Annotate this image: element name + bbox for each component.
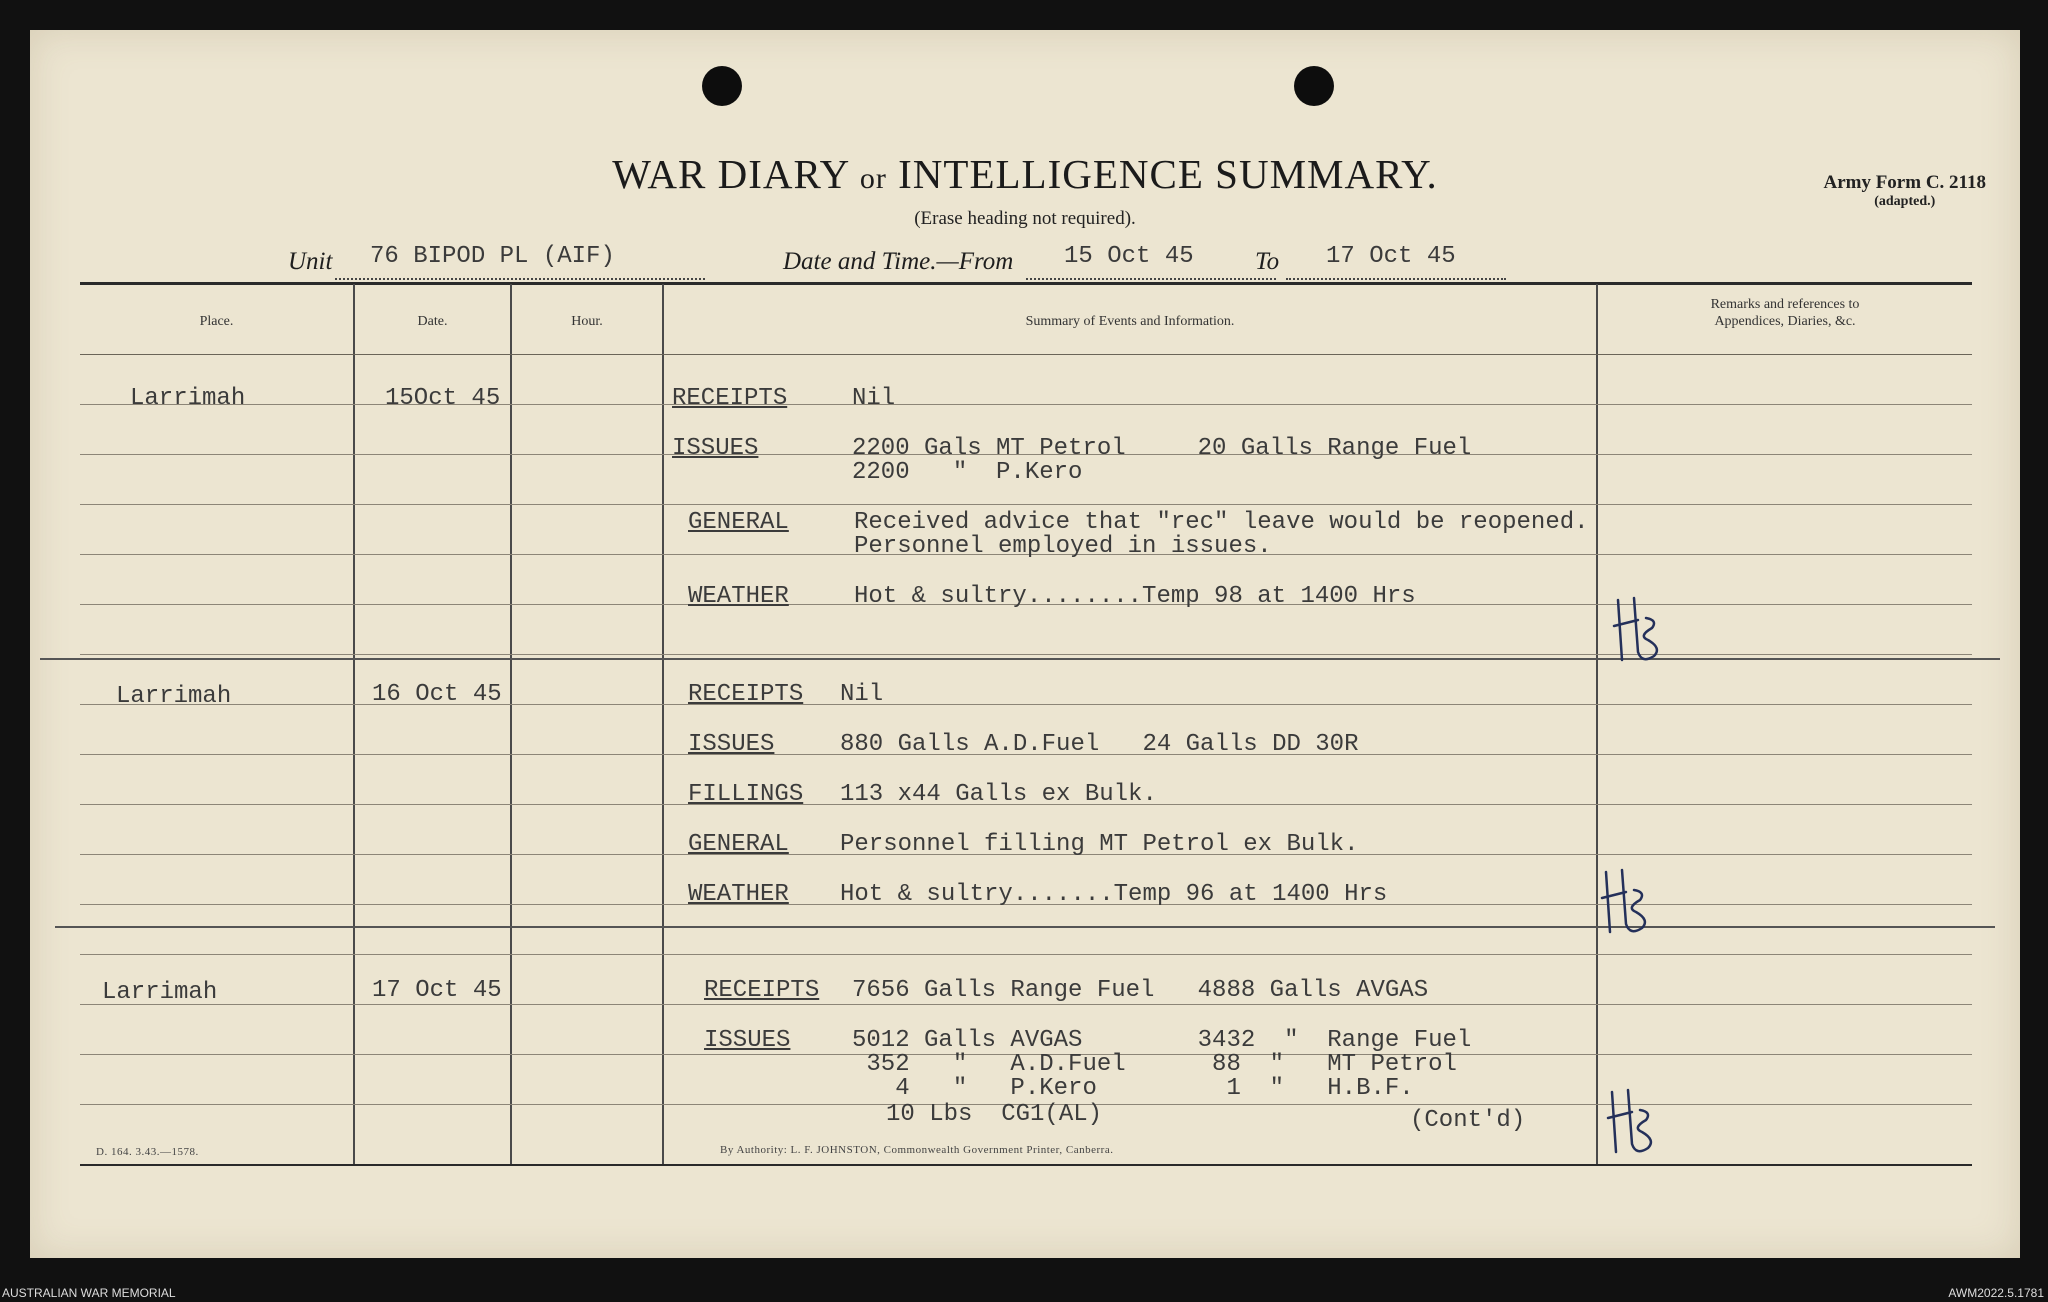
diary-page [30, 30, 2020, 1258]
entry-text: 7656 Galls Range Fuel 4888 Galls AVGAS [852, 977, 1429, 1004]
entry-text: 10 Lbs CG1(AL) [886, 1101, 1103, 1128]
ruled-line [80, 1004, 1972, 1005]
header-bottom-rule [80, 354, 1972, 355]
col-header-remarks [1598, 296, 1972, 330]
continued-note: (Cont'd) [1410, 1107, 1526, 1134]
entry-place: Larrimah [130, 385, 246, 412]
army-form-note: (adapted.) [1874, 194, 1936, 209]
date-from-value: 15 Oct 45 [1064, 243, 1194, 270]
entry-date: 15Oct 45 [385, 385, 501, 412]
entry-separator [55, 926, 1995, 928]
entry-label-fillings: FILLINGS [688, 781, 804, 808]
col-header-place: Place. [199, 314, 234, 329]
table-top-rule [80, 282, 1972, 285]
entry-text: Nil [852, 385, 896, 412]
archive-credit: AUSTRALIAN WAR MEMORIAL [2, 1286, 176, 1300]
entry-text: Received advice that "rec" leave would be reopened. [854, 509, 1589, 536]
ruled-line [80, 654, 1972, 655]
unit-value: 76 BIPOD PL (AIF) [370, 243, 615, 270]
page-subtitle: (Erase heading not required). [914, 208, 1136, 229]
archive-reference: AWM2022.5.1781 [1948, 1286, 2044, 1300]
entry-place: Larrimah [102, 979, 218, 1006]
entry-label-receipts: RECEIPTS [672, 385, 788, 412]
col-header-remarks-line2: Appendices, Diaries, &c. [1714, 314, 1856, 329]
entry-place: Larrimah [116, 683, 232, 710]
ruled-line [80, 954, 1972, 955]
entry-text: Hot & sultry.......Temp 96 at 1400 Hrs [840, 881, 1388, 908]
form-code: D. 164. 3.43.—1578. [96, 1146, 199, 1158]
entry-date: 16 Oct 45 [372, 681, 502, 708]
title-or: or [859, 162, 887, 195]
date-to-value: 17 Oct 45 [1326, 243, 1456, 270]
entry-label-receipts: RECEIPTS [688, 681, 804, 708]
handwritten-initials-3 [1602, 1082, 1662, 1162]
printer-credit: By Authority: L. F. JOHNSTON, Commonwealth Government Printer, Canberra. [720, 1144, 1114, 1156]
entry-text: 4 " P.Kero 1 " H.B.F. [852, 1075, 1414, 1102]
entry-label-general: GENERAL [688, 509, 789, 536]
ruled-line [80, 504, 1972, 505]
title-main: WAR DIARY [612, 151, 849, 197]
entry-label-issues: ISSUES [688, 731, 775, 758]
col-header-date: Date. [417, 314, 448, 329]
entry-text: 880 Galls A.D.Fuel 24 Galls DD 30R [840, 731, 1359, 758]
entry-text: Nil [840, 681, 884, 708]
col-divider-4 [1596, 284, 1598, 1164]
entry-text: Personnel filling MT Petrol ex Bulk. [840, 831, 1359, 858]
title-sub: INTELLIGENCE SUMMARY. [898, 151, 1438, 197]
col-header-remarks-line1: Remarks and references to [1710, 297, 1860, 312]
entry-text: Personnel employed in issues. [854, 533, 1272, 560]
unit-label: Unit [288, 248, 333, 275]
entry-label-issues: ISSUES [672, 435, 759, 462]
entry-text: 2200 Gals MT Petrol 20 Galls Range Fuel [852, 435, 1472, 462]
entry-text: 5012 Galls AVGAS 3432 " Range Fuel [852, 1027, 1472, 1054]
punch-hole-right [1294, 66, 1334, 106]
entry-date: 17 Oct 45 [372, 977, 502, 1004]
to-label: To [1255, 248, 1280, 275]
col-header-hour: Hour. [571, 314, 603, 329]
entry-separator [40, 658, 2000, 660]
col-divider-3 [662, 284, 664, 1164]
entry-label-weather: WEATHER [688, 583, 789, 610]
army-form-block [1823, 172, 1986, 210]
entry-text: Hot & sultry........Temp 98 at 1400 Hrs [854, 583, 1416, 610]
army-form: Army Form C. 2118 [1823, 172, 1986, 193]
entry-label-receipts: RECEIPTS [704, 977, 820, 1004]
col-divider-1 [353, 284, 355, 1164]
entry-text: 113 x44 Galls ex Bulk. [840, 781, 1157, 808]
date-time-label: Date and Time.—From [783, 248, 1014, 275]
col-divider-2 [510, 284, 512, 1164]
entry-text: 352 " A.D.Fuel 88 " MT Petrol [852, 1051, 1457, 1078]
entry-text: 2200 " P.Kero [852, 459, 1083, 486]
handwritten-initials-2 [1596, 862, 1656, 942]
handwritten-initials-1 [1608, 590, 1668, 670]
ruled-line [80, 704, 1972, 705]
entry-label-issues: ISSUES [704, 1027, 791, 1054]
page-title [30, 150, 2020, 198]
entry-label-general: GENERAL [688, 831, 789, 858]
punch-hole-left [702, 66, 742, 106]
col-header-summary: Summary of Events and Information. [1025, 314, 1235, 329]
ruled-line [80, 404, 1972, 405]
entry-label-weather: WEATHER [688, 881, 789, 908]
table-bottom-rule [80, 1164, 1972, 1166]
